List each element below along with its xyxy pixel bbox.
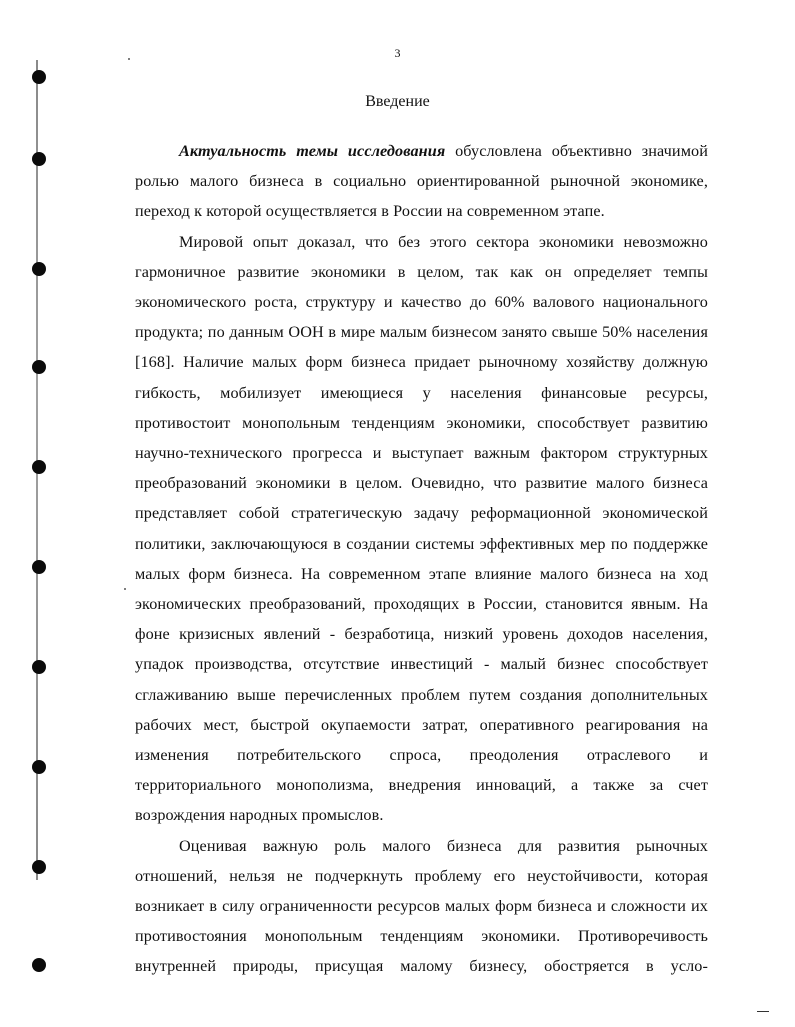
- paragraph-text: обусловлена объективно значимой ролью малого бизнеса в социально ориентированной рыночной экономике, переход к которой осуществляется в России на современном этапе.: [135, 142, 708, 221]
- page-number: 3: [394, 46, 401, 60]
- paragraph-text: Оценивая важную роль малого бизнеса для развития рыночных отношений, нельзя не подчеркнуть проблему его неустойчивости, которая возникает в силу ограниченности ресурсов малых форм бизнеса и сложности их противостояния монопольным тенденциям экономики. Противоречивость внутренней природы, присущая малому бизнесу, обостряется в усло-: [135, 836, 708, 976]
- binding-hole: [32, 958, 46, 972]
- binding-hole: [32, 860, 46, 874]
- binding-hole: [32, 262, 46, 276]
- scan-speck: [124, 588, 126, 590]
- paragraph-lead: Актуальность темы исследования: [179, 142, 446, 160]
- binding-hole: [32, 560, 46, 574]
- paragraph-instability: [135, 831, 708, 982]
- document-body: [135, 136, 708, 982]
- paragraph-relevance: [135, 136, 708, 227]
- binding-hole: [32, 460, 46, 474]
- binding-hole: [32, 152, 46, 166]
- paragraph-world-experience: [135, 227, 708, 831]
- page-title: Введение: [365, 93, 430, 110]
- binding-hole: [32, 760, 46, 774]
- binding-hole: [32, 660, 46, 674]
- binding-hole: [32, 70, 46, 84]
- margin-mark: [757, 1011, 769, 1012]
- binding-hole: [32, 360, 46, 374]
- paragraph-text: Мировой опыт доказал, что без этого сектора экономики невозможно гармоничное развитие экономики в целом, так как он определяет темпы экономического роста, структуру и качество до 60% валового национального продукта; по данным ООН в мире малым бизнесом занято свыше 50% населения [168]. Наличие малых форм бизнеса придает рыночному хозяйству должную гибкость, мобилизует имеющиеся у населения финансовые ресурсы, противостоит монопольным тенденциям экономики, способствует развитию научно-технического прогресса и выступает важным фактором структурных преобразований экономики в целом. Очевидно, что развитие малого бизнеса представляет собой стратегическую задачу реформационной экономической политики, заключающуюся в создании системы эффективных мер по поддержке малых форм бизнеса. На современном этапе влияние малого бизнеса на ход экономических преобразований, проходящих в России, становится явным. На фоне кризисных явлений - безработица, низкий уровень доходов населения, упадок производства, отсутствие инвестиций - малый бизнес способствует сглаживанию выше перечисленных проблем путем создания дополнительных рабочих мест, быстрой окупаемости затрат, оперативного реагирования на изменения потребительского спроса, преодоления отраслевого и территориального монополизма, внедрения инноваций, а также за счет возрождения народных промыслов.: [135, 232, 708, 825]
